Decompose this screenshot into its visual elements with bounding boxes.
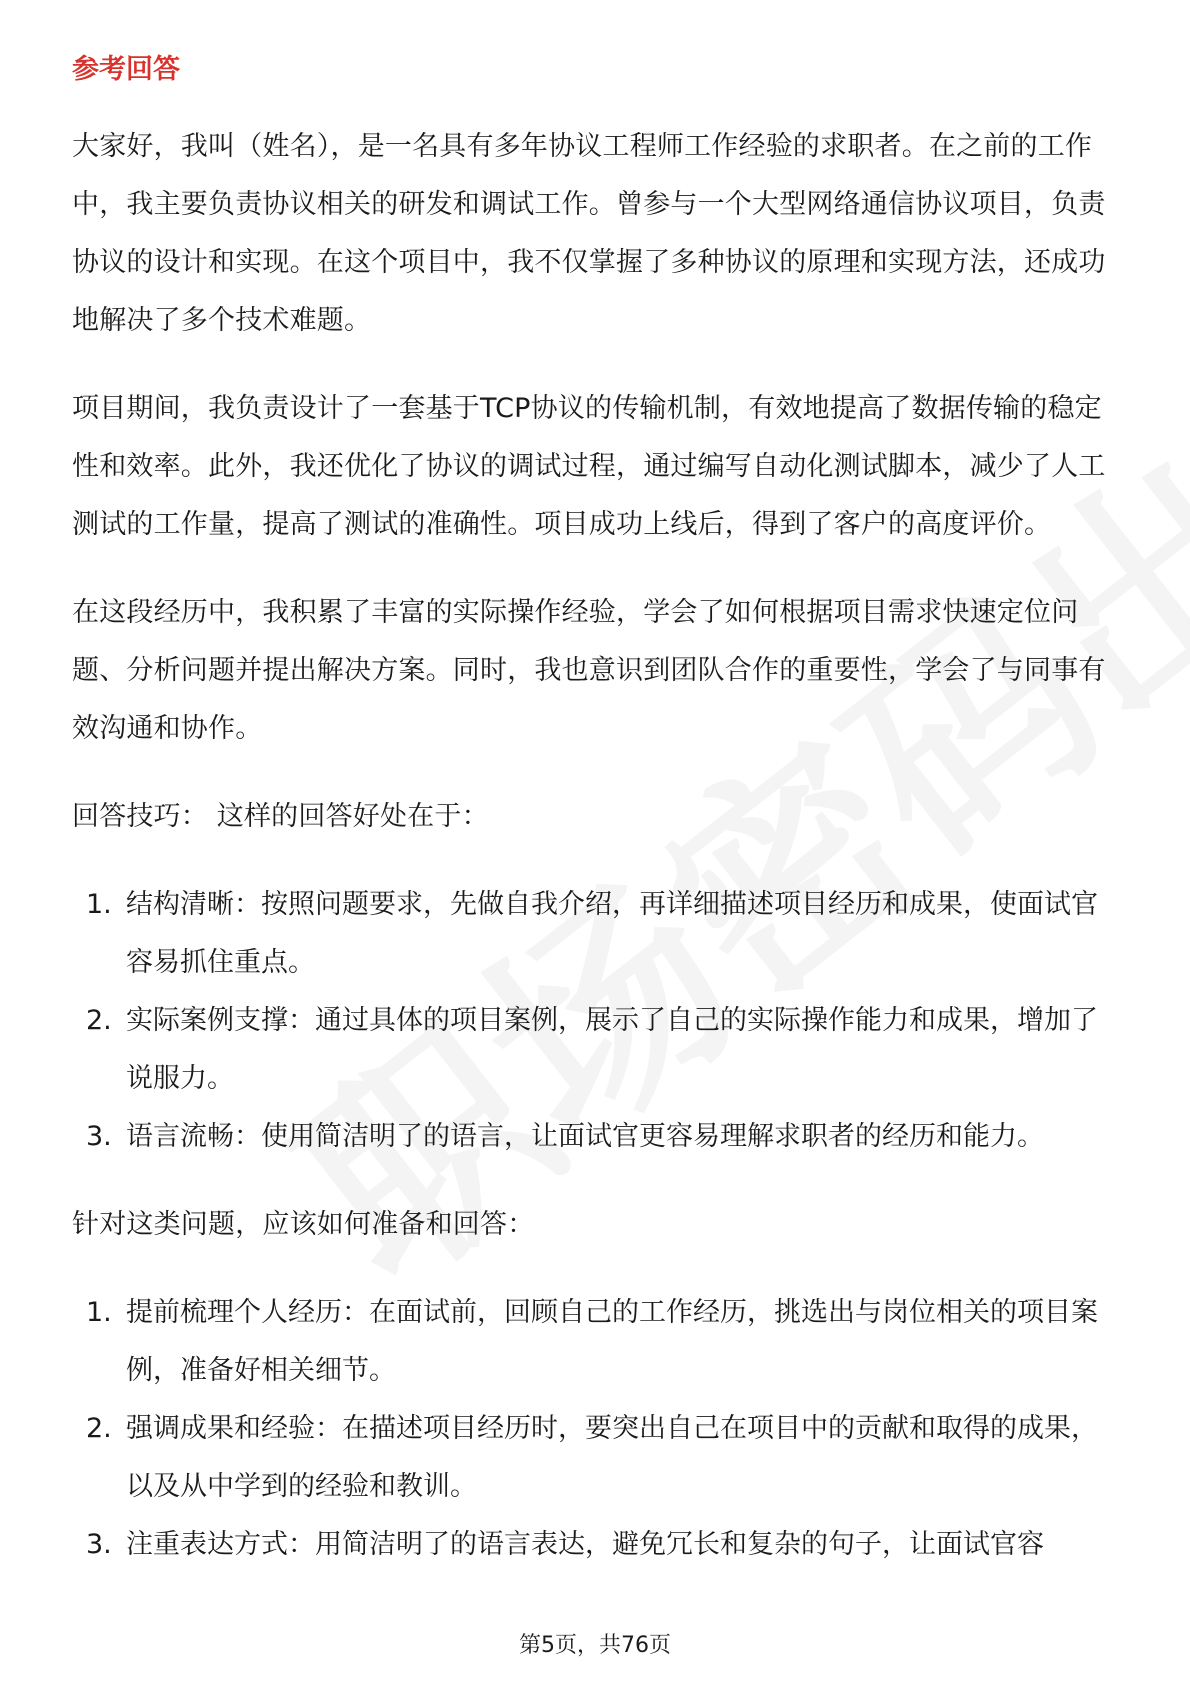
list-item (72, 1108, 1118, 1166)
prep-list (72, 1284, 1118, 1574)
list-item (72, 1516, 1118, 1574)
paragraph-experience: 在这段经历中，我积累了丰富的实际操作经验，学会了如何根据项目需求快速定位问题、分析问题并提出解决方案。同时，我也意识到团队合作的重要性，学会了与同事有效沟通和协作。 (72, 597, 1106, 744)
list-text: 注重表达方式：用简洁明了的语言表达，避免冗长和复杂的句子，让面试官容 (126, 1529, 1044, 1560)
prep-intro: 针对这类问题，应该如何准备和回答： (72, 1209, 535, 1240)
list-text: 提前梳理个人经历：在面试前，回顾自己的工作经历，挑选出与岗位相关的项目案例，准备好相关细节。 (126, 1297, 1098, 1386)
list-text: 强调成果和经验：在描述项目经历时，要突出自己在项目中的贡献和取得的成果，以及从中学到的经验和教训。 (126, 1413, 1098, 1502)
list-item (72, 876, 1118, 992)
tips-intro: 回答技巧： 这样的回答好处在于： (72, 801, 489, 832)
tips-list (72, 876, 1118, 1166)
list-item (72, 992, 1118, 1108)
document-page (72, 50, 1118, 1604)
list-text: 语言流畅：使用简洁明了的语言，让面试官更容易理解求职者的经历和能力。 (126, 1121, 1044, 1152)
list-text: 结构清晰：按照问题要求，先做自我介绍，再详细描述项目经历和成果，使面试官容易抓住重点。 (126, 889, 1098, 978)
section-heading: 参考回答 (72, 54, 180, 85)
list-item (72, 1284, 1118, 1400)
paragraph-intro: 大家好，我叫（姓名），是一名具有多年协议工程师工作经验的求职者。在之前的工作中，我主要负责协议相关的研发和调试工作。曾参与一个大型网络通信协议项目，负责协议的设计和实现。在这个项目中，我不仅掌握了多种协议的原理和实现方法，还成功地解决了多个技术难题。 (72, 131, 1106, 336)
paragraph-project: 项目期间，我负责设计了一套基于TCP协议的传输机制，有效地提高了数据传输的稳定性和效率。此外，我还优化了协议的调试过程，通过编写自动化测试脚本，减少了人工测试的工作量，提高了测试的准确性。项目成功上线后，得到了客户的高度评价。 (72, 393, 1106, 540)
list-number: 1. (86, 1297, 112, 1328)
list-number: 2. (86, 1413, 112, 1444)
list-text: 实际案例支撑：通过具体的项目案例，展示了自己的实际操作能力和成果，增加了说服力。 (126, 1005, 1098, 1094)
list-number: 3. (86, 1121, 112, 1152)
list-item (72, 1400, 1118, 1516)
list-number: 1. (86, 889, 112, 920)
list-number: 2. (86, 1005, 112, 1036)
list-number: 3. (86, 1529, 112, 1560)
page-number-footer: 第5页，共76页 (519, 1633, 671, 1658)
